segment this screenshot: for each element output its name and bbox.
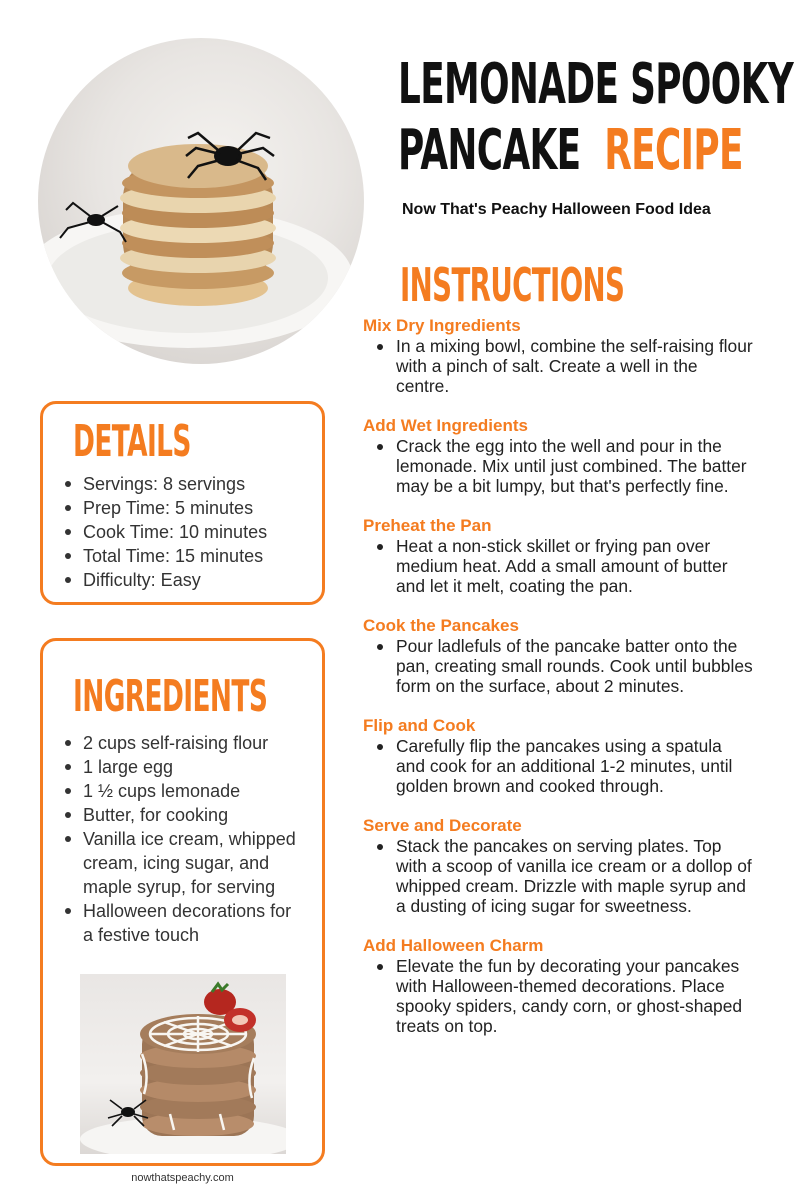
details-box	[40, 401, 325, 605]
step-title: Add Wet Ingredients	[363, 416, 528, 435]
details-heading: DETAILS	[73, 416, 191, 467]
step-text: Crack the egg into the well and pour in the lemonade. Mix until just combined. The batter may be a bit lumpy, but that's perfectly fine.	[363, 436, 755, 496]
details-item: Prep Time: 5 minutes	[61, 496, 267, 520]
web-pancake-illustration	[80, 974, 286, 1154]
details-item: Difficulty: Easy	[61, 568, 267, 592]
title-word-recipe: RECIPE	[604, 118, 743, 183]
step-title: Serve and Decorate	[363, 816, 522, 835]
step-text: Pour ladlefuls of the pancake batter onto the pan, creating small rounds. Cook until bubbles form on the surface, about 2 minutes.	[363, 636, 755, 696]
step-text: Heat a non-stick skillet or frying pan over medium heat. Add a small amount of butter and let it melt, coating the pan.	[363, 536, 755, 596]
step-text: Carefully flip the pancakes using a spatula and cook for an additional 1-2 minutes, until golden brown and cooked through.	[363, 736, 755, 796]
title-line-1: LEMONADE SPOOKY	[398, 52, 794, 117]
instruction-step	[363, 936, 763, 1036]
instruction-step	[363, 316, 763, 396]
instructions-steps	[363, 316, 763, 1056]
instruction-step	[363, 616, 763, 696]
step-title: Flip and Cook	[363, 716, 476, 735]
step-text: In a mixing bowl, combine the self-raising flour with a pinch of salt. Create a well in the centre.	[363, 336, 755, 396]
ingredients-list	[61, 731, 301, 947]
ingredient-item: Vanilla ice cream, whipped cream, icing sugar, and maple syrup, for serving	[61, 827, 301, 899]
step-title: Cook the Pancakes	[363, 616, 519, 635]
details-item: Total Time: 15 minutes	[61, 544, 267, 568]
title-line-2	[398, 118, 743, 184]
details-item: Servings: 8 servings	[61, 472, 267, 496]
details-list	[61, 472, 267, 592]
step-title: Preheat the Pan	[363, 516, 492, 535]
ingredients-box	[40, 638, 325, 1166]
step-title: Mix Dry Ingredients	[363, 316, 521, 335]
ingredient-item: 2 cups self-raising flour	[61, 731, 301, 755]
instruction-step	[363, 416, 763, 496]
details-item: Cook Time: 10 minutes	[61, 520, 267, 544]
ingredient-item: 1 large egg	[61, 755, 301, 779]
ingredients-heading: INGREDIENTS	[73, 671, 268, 722]
pancake-stack-illustration	[38, 38, 364, 364]
ingredient-item: 1 ½ cups lemonade	[61, 779, 301, 803]
step-text: Elevate the fun by decorating your pancakes with Halloween-themed decorations. Place spooky spiders, candy corn, or ghost-shaped treats on top.	[363, 956, 755, 1036]
ingredient-item: Halloween decorations for a festive touch	[61, 899, 301, 947]
footer-url[interactable]: nowthatspeachy.com	[131, 1172, 234, 1184]
recipe-subtitle: Now That's Peachy Halloween Food Idea	[402, 201, 711, 218]
instruction-step	[363, 516, 763, 596]
title-word-pancake: PANCAKE	[398, 118, 581, 183]
instruction-step	[363, 716, 763, 796]
instructions-heading: INSTRUCTIONS	[400, 258, 625, 312]
step-title: Add Halloween Charm	[363, 936, 544, 955]
recipe-title	[398, 52, 794, 184]
web-pancake-photo	[80, 974, 286, 1154]
instruction-step	[363, 816, 763, 916]
hero-photo	[38, 38, 364, 364]
step-text: Stack the pancakes on serving plates. Top with a scoop of vanilla ice cream or a dollop of whipped cream. Drizzle with maple syrup and a dusting of icing sugar for sweetness.	[363, 836, 755, 916]
ingredient-item: Butter, for cooking	[61, 803, 301, 827]
